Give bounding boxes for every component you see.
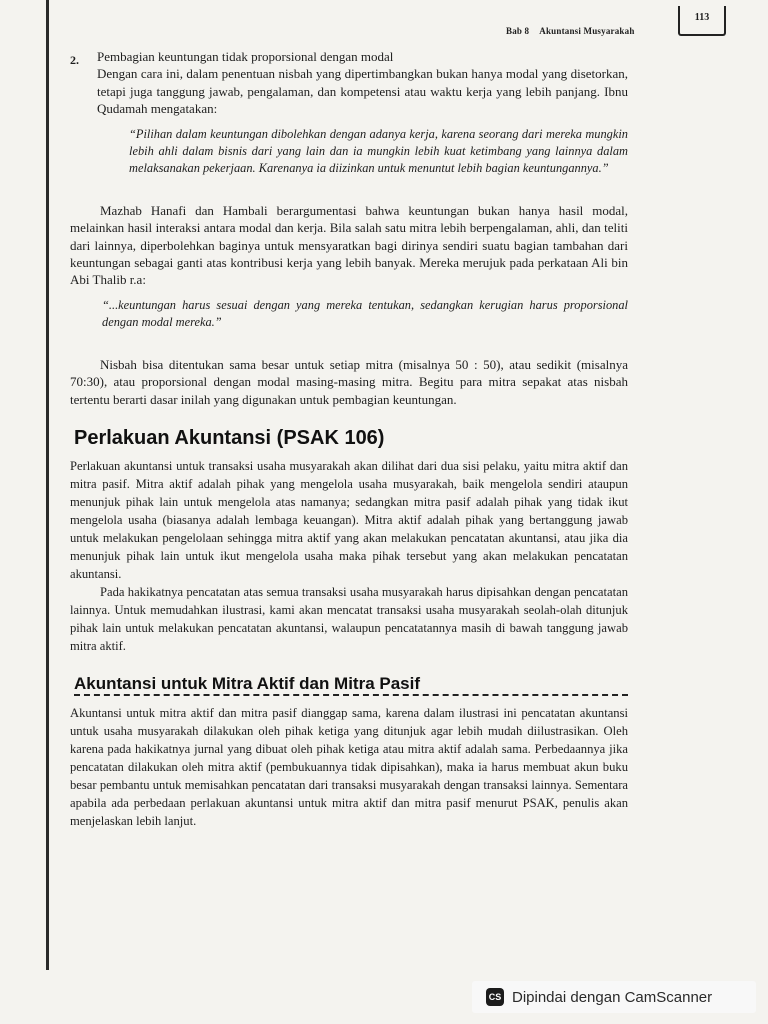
paragraph-psak-2: Pada hakikatnya pencatatan atas semua transaksi usaha musyarakah harus dipisahkan dengan pencatatan lainnya. Untuk memudahkan ilustrasi, kami akan mencatat transaksi usaha musyarakah seolah-olah ditunjuk pihak lain untuk melakukan pencatatan akuntansi, walaupun pencatatannya masih di bawah tanggung jawab mitra aktif. [70,585,628,654]
paragraph-mitra: Akuntansi untuk mitra aktif dan mitra pasif dianggap sama, karena dalam ilustrasi ini pencatatan akuntansi untuk usaha musyarakah dilakukan oleh pihak ketiga yang ditunjuk agar lebih mudah diilustrasikan. Oleh karena pada hakikatnya jurnal yang dibuat oleh pihak ketiga atau mitra aktif adalah sama. Perbedaannya jika pencatatan dilakukan oleh mitra aktif (pembukuannya tidak dipisahkan), maka ia harus membuat akun buku besar pembantu untuk memisahkan pencatatan dari transaksi musyarakah dengan transaksi lainnya. Sementara apabila ada perbedaan perlakuan akuntansi untuk mitra aktif dan mitra pasif menurut PSAK, penulis akan menjelaskan lebih lanjut. [70,705,628,828]
quote-ibnu-qudamah: “Pilihan dalam keuntungan dibolehkan dengan adanya kerja, karena seorang dari mereka mungkin lebih ahli dalam bisnis dari yang lain dan ia mungkin lebih kuat ketimbang yang lainnya dalam melaksanakan pekerjaan. Karenanya ia diizinkan untuk menuntut lebih bagian keuntungannya.” [129,126,628,176]
paragraph-mazhab: Mazhab Hanafi dan Hambali berargumentasi bahwa keuntungan bukan hanya hasil modal, melainkan hasil interaksi antara modal dan kerja. Bila salah satu mitra lebih berpengalaman, ahli, dan teliti dari lainnya, diperbolehkan baginya untuk mensyaratkan bagi dirinya sendiri suatu bagian tambahan dari keuntungan sebagai ganti atas kontribusi kerja yang lebih banyak. Mereka merujuk pada perkataan Ali bin Abi Thalib r.a: [70,202,628,288]
section-psak-body [70,457,628,655]
camscanner-watermark [472,981,756,1013]
section-mitra-body [70,704,628,830]
item-body: Dengan cara ini, dalam penentuan nisbah yang dipertimbangkan bukan hanya modal yang disetorkan, tetapi juga tanggung jawab, pengalaman, dan kompetensi atau waktu kerja yang lebih panjang. Ibnu Qudamah mengatakan: [97,66,628,117]
item-number: 2. [70,53,79,67]
paragraph-psak-1: Perlakuan akuntansi untuk transaksi usaha musyarakah akan dilihat dari dua sisi pelaku, yaitu mitra aktif dan mitra pasif. Mitra aktif adalah pihak yang mengelola usaha musyarakah, baik mengelola sendiri ataupun menunjuk pihak lain untuk mengelola atas namanya; sedangkan mitra pasif adalah pihak yang tidak ikut mengelola usaha (biasanya adalah lembaga keuangan). Mitra aktif adalah pihak yang bertanggung jawab untuk melakukan pengelolaan sehingga mitra aktif yang akan melakukan pencatatan akuntansi, atau jika dia menunjuk pihak lain untuk ikut mengelola usaha maka pihak tersebut yang akan melakukan pencatatan akuntansi. [70,459,628,582]
numbered-item-2 [70,48,628,178]
running-header [506,26,635,36]
item-title: Pembagian keuntungan tidak proporsional dengan modal [97,49,394,64]
camscanner-icon: CS [486,988,504,1006]
watermark-text: Dipindai dengan CamScanner [512,988,713,1006]
page-content [70,48,628,830]
section-title-psak: Perlakuan Akuntansi (PSAK 106) [74,426,385,449]
paragraph-nisbah: Nisbah bisa ditentukan sama besar untuk setiap mitra (misalnya 50 : 50), atau sedikit (misalnya 70:30), atau proporsional dengan modal masing-masing mitra. Begitu para mitra sepakat atas nisbah tertentu berarti dasar inilah yang digunakan untuk pembagian keuntungan. [70,356,628,407]
binding-shadow [46,0,49,970]
chapter-number: Bab 8 [506,26,530,36]
section-title-mitra: Akuntansi untuk Mitra Aktif dan Mitra Pasif [74,675,628,695]
chapter-title: Akuntansi Musyarakah [539,26,635,36]
quote-ali: “...keuntungan harus sesuai dengan yang mereka tentukan, sedangkan kerugian harus proporsional dengan modal mereka.” [102,297,628,330]
page-number: 113 [678,6,726,36]
